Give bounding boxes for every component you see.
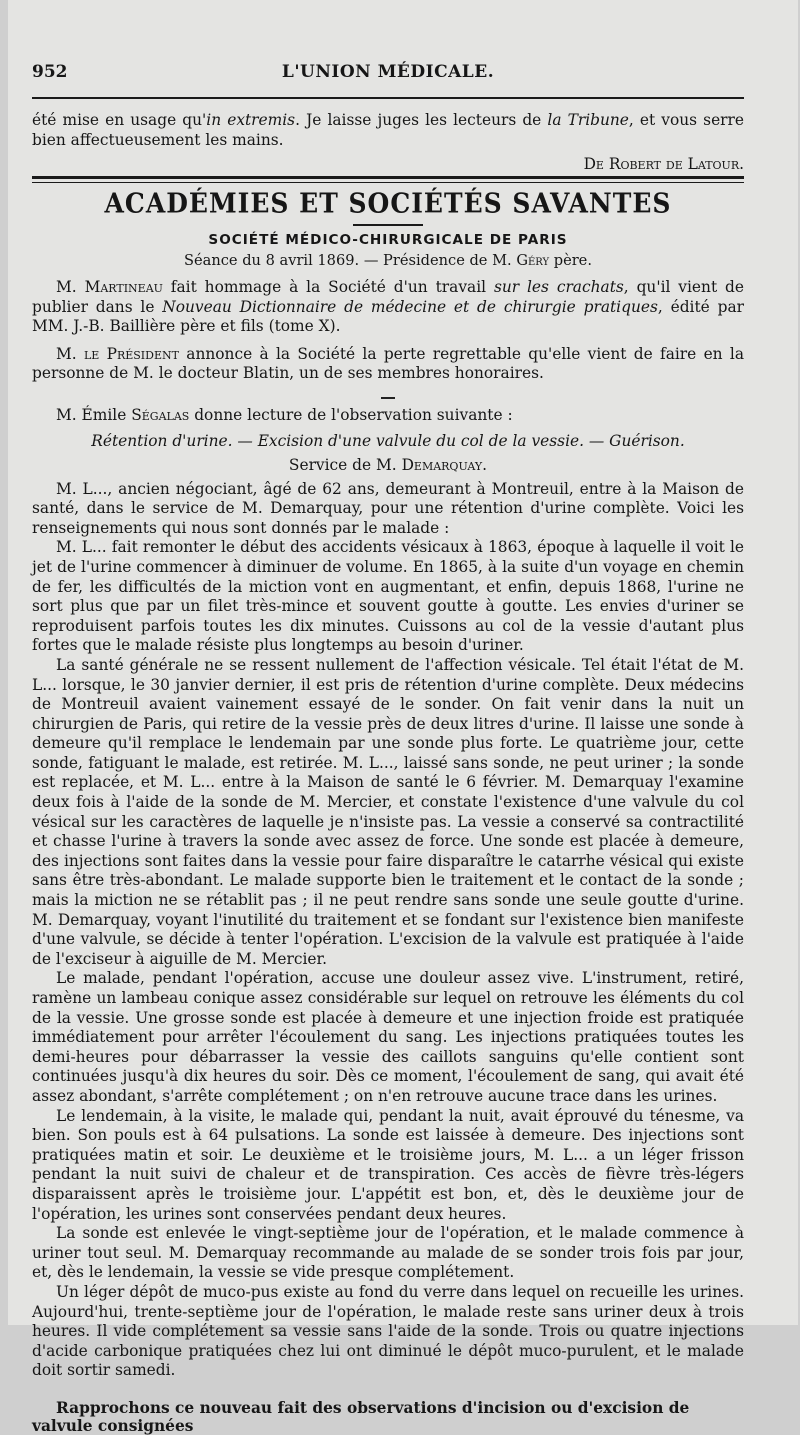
closing-text-3: , et vous serre bien affectueusement les mains.	[32, 111, 744, 149]
observation-title: Rétention d'urine. — Excision d'une valvule du col de la vessie. — Guérison.	[91, 431, 685, 450]
service-line	[32, 456, 744, 474]
p1-text-b: fait hommage à la Société d'un travail	[162, 278, 494, 296]
paragraph-segalas	[32, 406, 744, 426]
paragraph-martineau	[32, 278, 744, 337]
session-text: Séance du 8 avril 1869. — Présidence de M.	[184, 252, 517, 269]
service-end: .	[482, 455, 488, 474]
closing-text-2: . Je laisse juges les lecteurs de	[295, 111, 548, 129]
paragraph-next-day: Le lendemain, à la visite, le malade qui, pendant la nuit, avait éprouvé du ténesme, va bien. Son pouls est à 64 pulsations. La sonde est laissée à demeure. Des injections sont pratiquées matin et soir. Le deuxième et le troisième jours, M. L... a un léger frisson pendant la nuit suivi de chaleur et de transpiration. Ces accès de fièvre très-légers disparaissent après le troisième jour. L'appétit est bon, et, dès le deuxième jour de l'opération, les urines sont conservées pendant deux heures.	[32, 1106, 744, 1223]
section-title: ACADÉMIES ET SOCIÉTÉS SAVANTES	[104, 187, 672, 220]
service-text: Service de M.	[288, 455, 402, 474]
p1-text-c: , qu'il vient de publier dans le	[32, 278, 744, 316]
paragraph-president	[32, 345, 744, 384]
paragraph-separator	[381, 397, 395, 399]
section-block	[32, 189, 744, 1435]
title-separator	[353, 224, 423, 226]
paragraph-history: M. L... fait remonter le début des accidents vésicaux à 1863, époque à laquelle il voit le jet de l'urine commencer à diminuer de volume. En 1865, à la suite d'un voyage en chemin de fer, les difficultés de la miction vont en augmentant, et enfin, depuis 1868, l'urine ne sort plus que par un filet très-mince et souvent goutte à goutte. Les envies d'uriner se reproduisent parfois toutes les dix minutes. Cuissons au col de la vessie d'autant plus fortes que le malade résiste plus longtemps au besoin d'uriner.	[32, 538, 744, 655]
closing-text-1: été mise en usage qu'	[32, 111, 207, 129]
p3-text-b: donne lecture de l'observation suivante :	[189, 405, 513, 424]
paragraph-general-health: La santé générale ne se ressent nullement de l'affection vésicale. Tel était l'état de M. L... lorsque, le 30 janvier dernier, il est pris de rétention d'urine complète. Deux médecins de Montreuil avaient vainement essayé de le sonder. On fait venir dans la nuit un chirurgien de Paris, qui retire de la vessie près de deux litres d'urine. Il laisse une sonde à demeure qu'il remplace le lendemain par une sonde plus forte. Le quatrième jour, cette sonde, fatiguant le malade, est retirée. M. L..., laissé sans sonde, ne peut uriner ; la sonde est replacée, et M. L... entre à la Maison de santé le 6 février. M. Demarquay l'examine deux fois à l'aide de la sonde de M. Mercier, et constate l'existence d'une valvule du col vésical sur les caractères de laquelle je n'insiste pas. La vessie a conservé sa contractilité et chasse l'urine à travers la sonde avec assez de force. Une sonde est placée à demeure, des injections sont faites dans la vessie pour faire disparaître le catarrhe vésical qui existe sans être très-abondant. Le malade supporte bien le traitement et le contact de la sonde ; mais la miction ne se rétablit pas ; il ne peut rendre sans sonde une seule goutte d'urine. M. Demarquay, voyant l'inutilité du traitement et se fondant sur l'existence bien manifeste d'une valvule, se décide à tenter l'opération. L'excision de la valvule est pratiquée à l'aide de l'exciseur à aiguille de M. Mercier.	[32, 655, 744, 968]
p1-text-a: M.	[56, 278, 85, 296]
paragraph-continuation: Rapprochons ce nouveau fait des observations d'incision ou d'excision de valvule consignées	[32, 1398, 690, 1435]
session-end: père.	[549, 252, 592, 269]
paragraph-patient-intro: M. L..., ancien négociant, âgé de 62 ans, demeurant à Montreuil, entre à la Maison de santé, dans le service de M. Demarquay, pour une rétention d'urine complète. Voici les renseignements qui nous sont donnés par le malade :	[32, 479, 744, 537]
president-name: Géry	[516, 252, 550, 269]
closing-italic-2: la Tribune	[547, 111, 629, 129]
service-name: Demarquay	[401, 455, 483, 474]
paragraph-operation: Le malade, pendant l'opération, accuse une douleur assez vive. L'instrument, retiré, ramène un lambeau conique assez considérable sur lequel on retrouve les éléments du col de la vessie. Une grosse sonde est placée à demeure et une injection froide est pratiquée immédiatement pour arrêter l'écoulement du sang. Les injections pratiquées toutes les demi-heures pour débarrasser la vessie des caillots sanguins qu'elle contient sont continuées jusqu'à dix heures du soir. Dès ce moment, l'écoulement de sang, qui avait été assez abondant, s'arrête complétement ; on n'en retrouve aucune trace dans les urines.	[32, 969, 744, 1105]
p1-italic-2: Nouveau Dictionnaire de médecine et de chirurgie pratiques	[162, 297, 658, 316]
signature: De Robert de Latour.	[583, 155, 744, 174]
p3-text-a: M. Émile	[56, 405, 132, 424]
session-line	[32, 252, 744, 269]
running-head	[32, 62, 744, 88]
p2-text-b: annonce à la Société la perte regrettable qu'elle vient de faire en la personne de M. le docteur Blatin, un de ses membres honoraires.	[32, 344, 744, 383]
closing-italic-1: in extremis	[206, 111, 296, 129]
society-name: SOCIÉTÉ MÉDICO-CHIRURGICALE DE PARIS	[208, 232, 568, 248]
page-number: 952	[32, 62, 68, 82]
paragraph-sonde-removed: La sonde est enlevée le vingt-septième jour de l'opération, et le malade commence à uriner tout seul. M. Demarquay recommande au malade de se sonder trois fois par jour, et, dès le lendemain, la vessie se vide presque complétement.	[32, 1224, 744, 1282]
segalas-name: Ségalas	[131, 405, 190, 424]
member-name: Martineau	[84, 278, 163, 296]
closing-letter	[32, 111, 744, 174]
journal-title: L'UNION MÉDICALE.	[281, 62, 495, 82]
section-rule-top	[32, 176, 744, 179]
closing-paragraph	[32, 111, 744, 150]
president-title: le Président	[83, 344, 179, 363]
paragraph-outcome: Un léger dépôt de muco-pus existe au fond du verre dans lequel on recueille les urines. Aujourd'hui, trente-septième jour de l'opération, le malade reste sans uriner deux à trois heures. Il vide complétement sa vessie sans l'aide de la sonde. Trois ou quatre injections d'acide carbonique pratiquées chez lui ont diminué le dépôt muco-purulent, et le malade doit sortir samedi.	[32, 1282, 744, 1380]
journal-page	[8, 0, 798, 1435]
header-rule	[32, 97, 744, 99]
section-rule-bottom	[32, 182, 744, 183]
p2-text-a: M.	[56, 344, 84, 363]
p1-italic-1: sur les crachats	[493, 278, 624, 296]
p1-text-d: , édité par MM. J.-B. Baillière père et fils (tome X).	[32, 297, 744, 336]
